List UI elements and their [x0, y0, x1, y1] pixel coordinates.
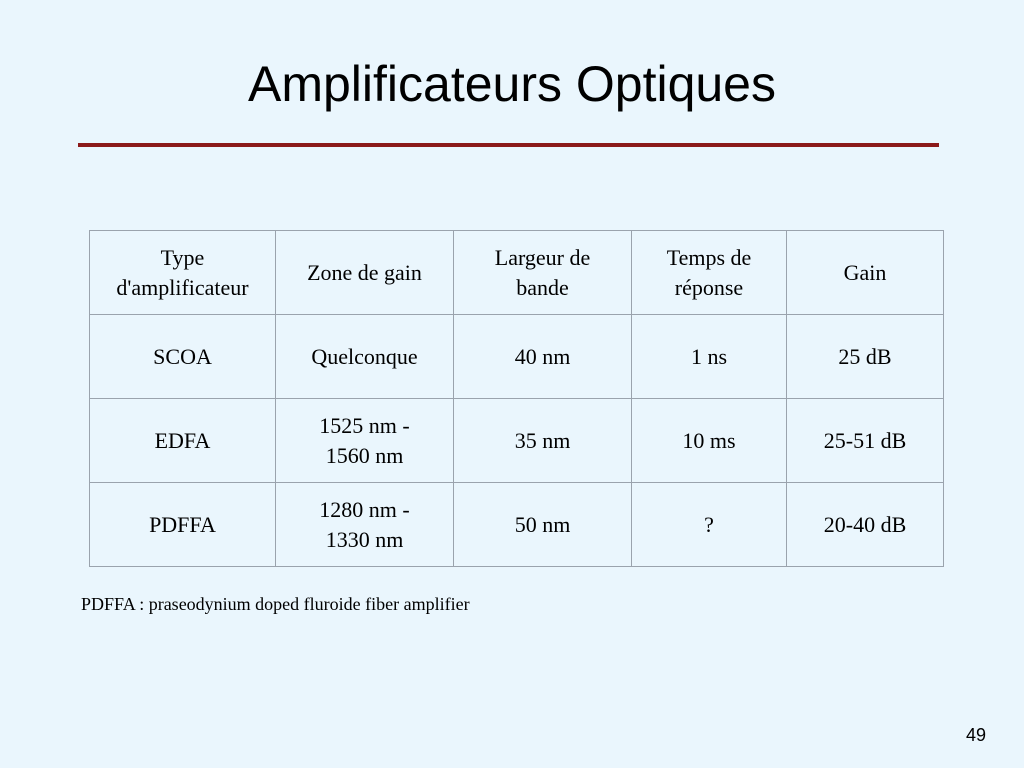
header-gain-zone: Zone de gain	[276, 231, 454, 315]
cell-bandwidth: 50 nm	[454, 483, 632, 567]
cell-gain: 25-51 dB	[787, 399, 944, 483]
page-title: Amplificateurs Optiques	[247, 56, 776, 112]
page-number: 49	[966, 725, 987, 745]
table-row	[90, 315, 944, 399]
header-bandwidth: Largeur de bande	[454, 231, 632, 315]
cell-gain: 25 dB	[787, 315, 944, 399]
cell-gain-zone: Quelconque	[276, 315, 454, 399]
title-divider	[78, 143, 939, 147]
cell-gain-zone: 1280 nm - 1330 nm	[276, 483, 454, 567]
cell-bandwidth: 35 nm	[454, 399, 632, 483]
header-gain: Gain	[787, 231, 944, 315]
amplifier-comparison-table	[89, 230, 944, 567]
cell-response-time: 1 ns	[632, 315, 787, 399]
cell-gain-zone: 1525 nm - 1560 nm	[276, 399, 454, 483]
cell-type: PDFFA	[90, 483, 276, 567]
table-header-row	[90, 231, 944, 315]
cell-type: SCOA	[90, 315, 276, 399]
cell-gain: 20-40 dB	[787, 483, 944, 567]
cell-bandwidth: 40 nm	[454, 315, 632, 399]
header-type: Type d'amplificateur	[90, 231, 276, 315]
footnote: PDFFA : praseodynium doped fluroide fiber amplifier	[81, 594, 470, 614]
cell-response-time: 10 ms	[632, 399, 787, 483]
header-response-time: Temps de réponse	[632, 231, 787, 315]
table-row	[90, 399, 944, 483]
table-row	[90, 483, 944, 567]
cell-type: EDFA	[90, 399, 276, 483]
cell-response-time: ?	[632, 483, 787, 567]
